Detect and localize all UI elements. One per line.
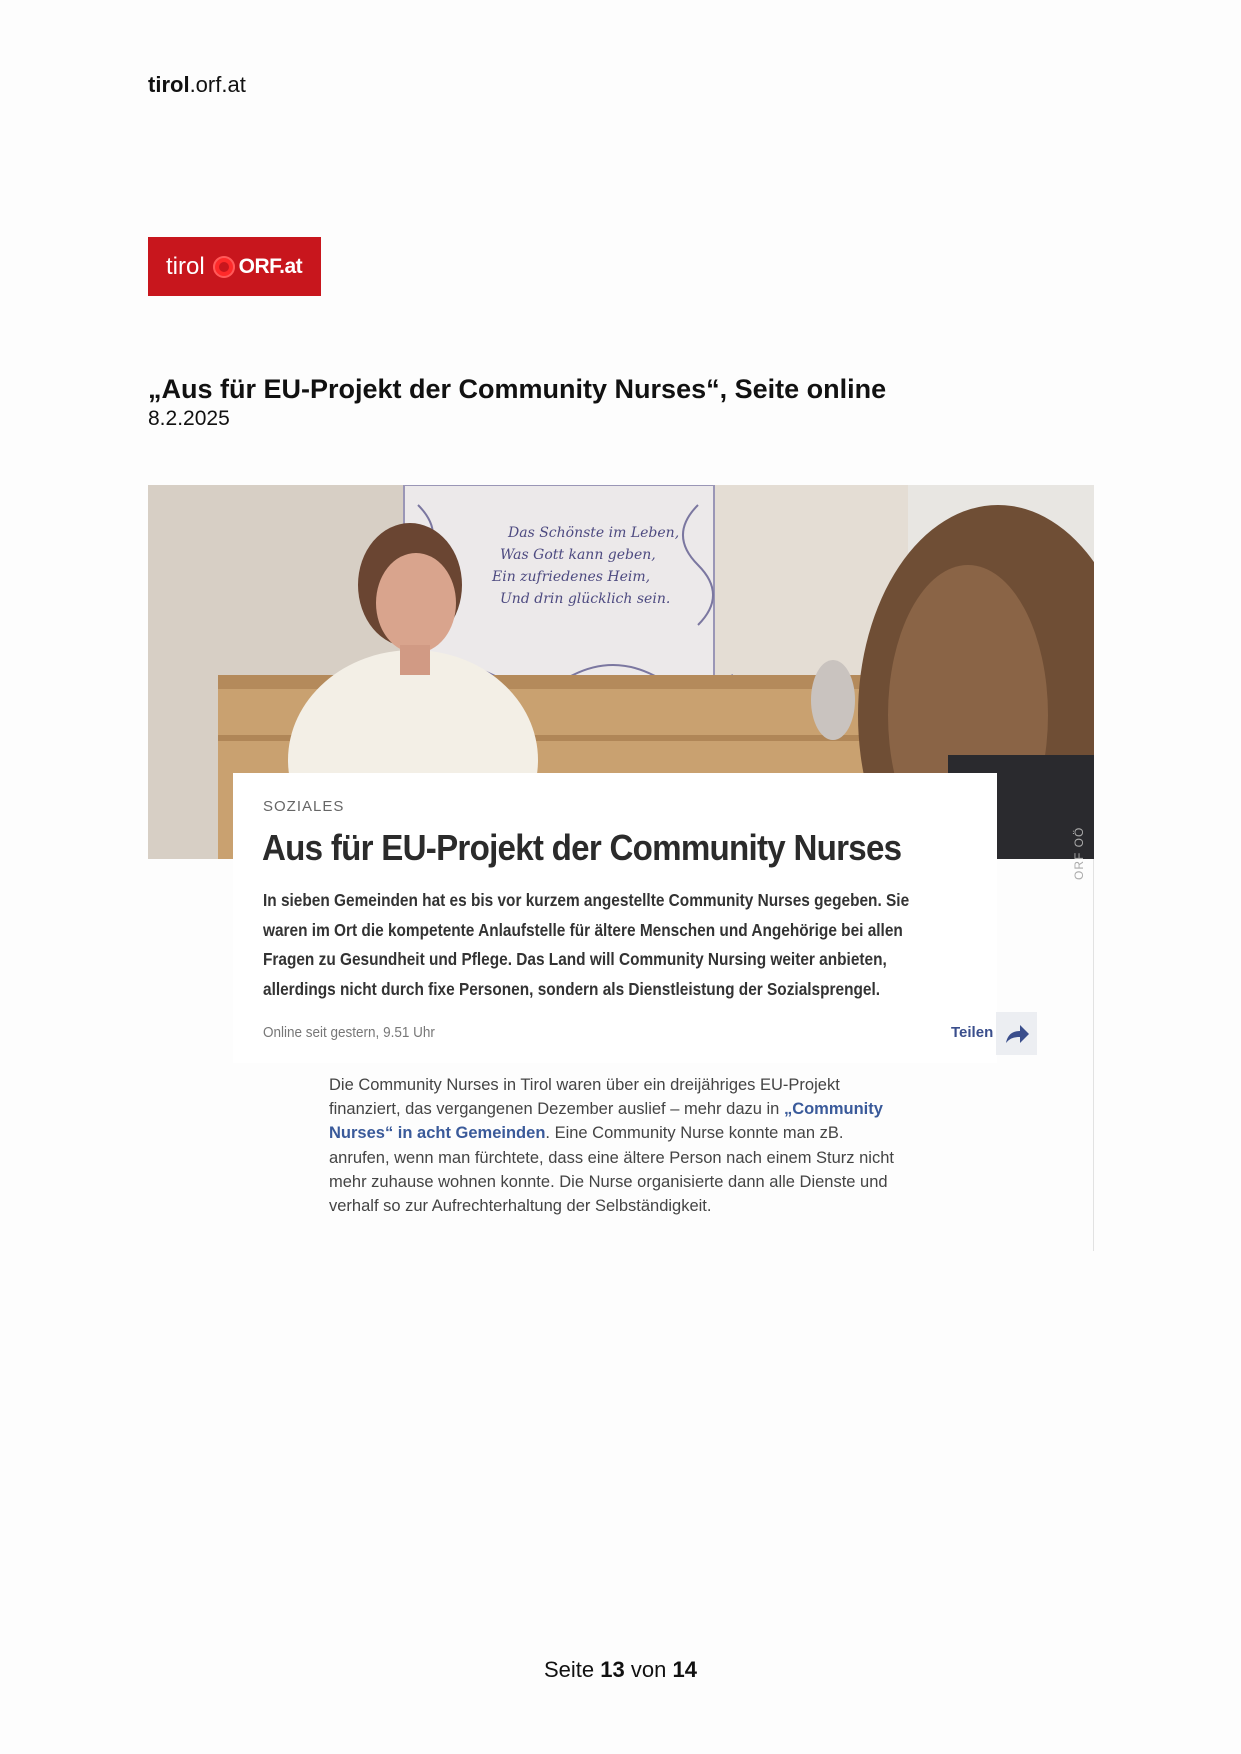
- share-arrow-icon: [1004, 1023, 1030, 1045]
- logo-right-text: ORF.at: [238, 254, 303, 278]
- page-footer: Seite 13 von 14: [544, 1657, 697, 1682]
- total-pages: 14: [672, 1657, 697, 1682]
- article-body: Die Community Nurses in Tirol waren über ein dreijähriges EU-Projekt finanziert, das vergangenen Dezember auslief – mehr dazu in „Community Nurses“ in acht Gemeinden. Eine Community Nurse konnte man zB. anrufen, wenn man fürchtete, dass eine ältere Person nach einem Sturz nicht mehr zuhause wohnen konnte. Die Nurse organisierte dann alle Dienste und verhalf so zur Aufrechterhaltung der Selbständigkeit.: [329, 1076, 894, 1216]
- article-teaser: In sieben Gemeinden hat es bis vor kurzem angestellte Community Nurses gegeben. Sie waren im Ort die kompetente Anlaufstelle für ältere Menschen und Angehörige bei allen Fragen zu Gesundheit und Pflege. Das Land will Community Nursing weiter anbieten, allerdings nicht durch fixe Personen, sondern als Dienstleistung der Sozialsprengel.: [263, 890, 910, 999]
- page-number: 13: [600, 1657, 625, 1682]
- tirol-orf-logo: [148, 237, 321, 296]
- related-article-link[interactable]: „Community Nurses“ in acht Gemeinden: [329, 1100, 883, 1143]
- embroidery-line: Ein zufriedenes Heim,: [492, 569, 651, 585]
- publish-time: Online seit gestern, 9.51 Uhr: [263, 1024, 435, 1041]
- share-label[interactable]: Teilen: [951, 1024, 994, 1041]
- photo-credit: ORF OÖ: [1072, 826, 1086, 880]
- embroidery-line: Was Gott kann geben,: [500, 547, 656, 563]
- orf-eye-icon: [213, 256, 235, 278]
- article-headline: Aus für EU-Projekt der Community Nurses: [262, 827, 902, 868]
- card-border: [1093, 859, 1094, 1251]
- document-title: „Aus für EU-Projekt der Community Nurses“, Seite online: [148, 374, 887, 404]
- logo-left-text: tirol: [166, 252, 205, 280]
- site-name: tirol.orf.at: [148, 72, 246, 97]
- document-date: 8.2.2025: [148, 407, 230, 430]
- embroidery-line: Das Schönste im Leben,: [508, 525, 680, 541]
- section-label[interactable]: SOZIALES: [263, 798, 345, 815]
- embroidery-line: Und drin glücklich sein.: [500, 591, 671, 607]
- share-button[interactable]: [996, 1012, 1037, 1055]
